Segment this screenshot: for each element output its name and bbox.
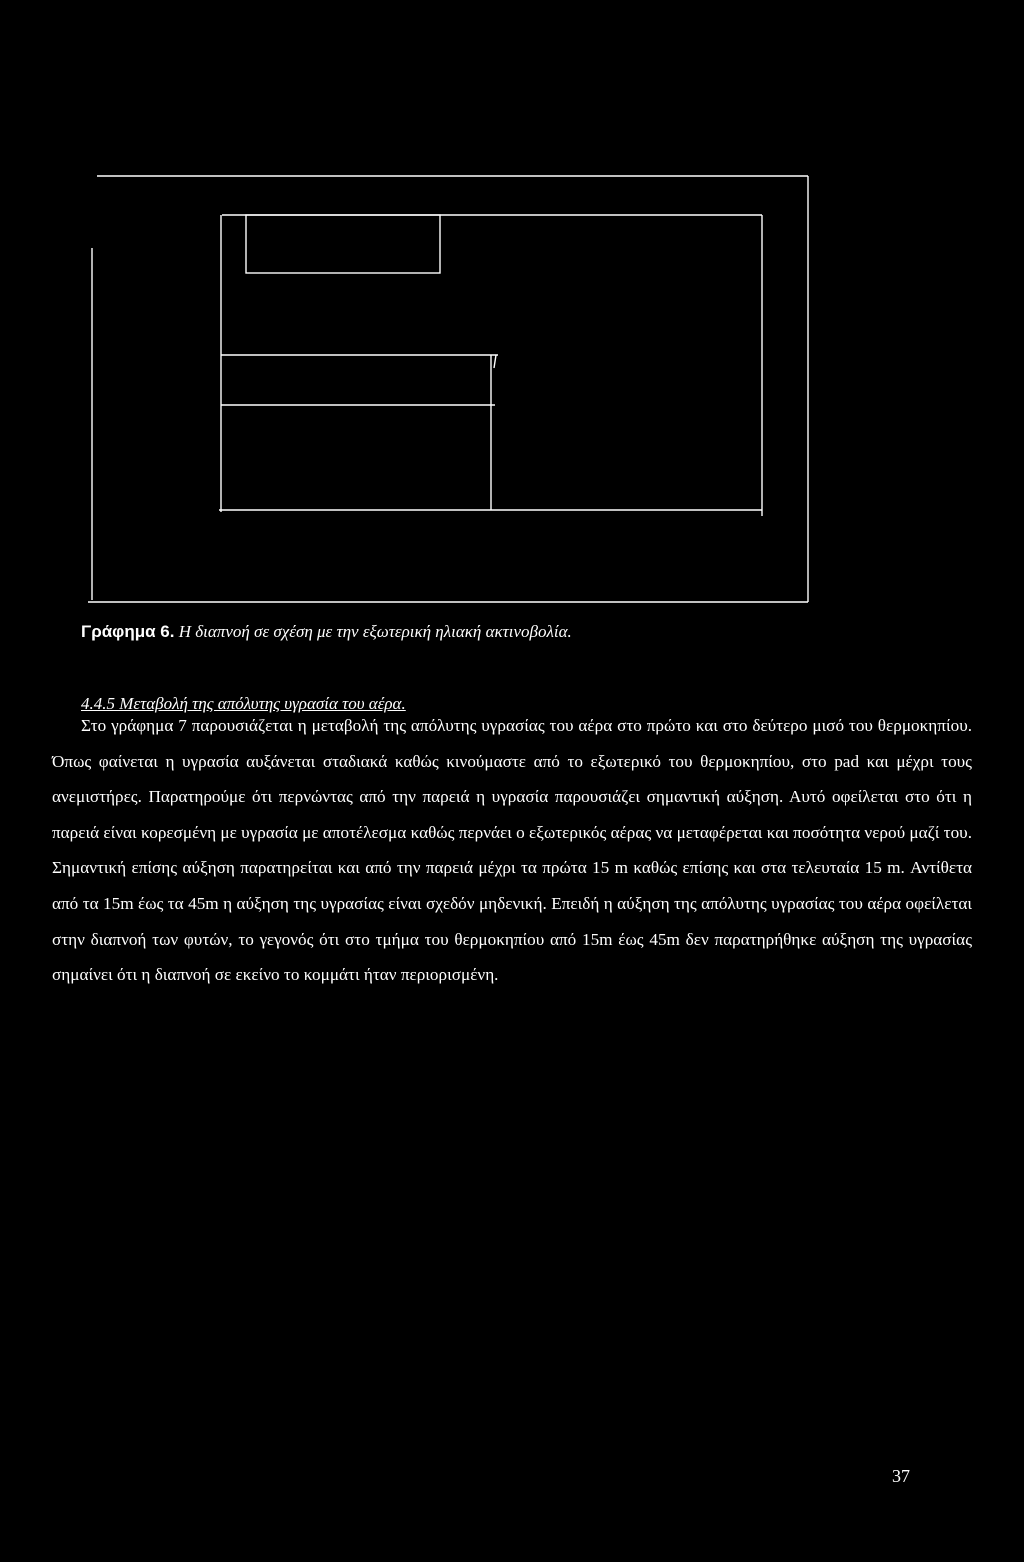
caption-label: Γράφημα 6.: [81, 622, 175, 641]
section-heading: 4.4.5 Μεταβολή της απόλυτης υγρασία του αέρα.: [81, 694, 406, 713]
figure-caption: [81, 620, 572, 644]
chart-frame-lines: [0, 0, 1024, 620]
upper-box: [246, 215, 440, 273]
body-paragraph: Στο γράφημα 7 παρουσιάζεται η μεταβολή της απόλυτης υγρασίας του αέρα στο πρώτο και στο δεύτερο μισό του θερμοκηπίου. Όπως φαίνεται η υγρασία αυξάνεται σταδιακά καθώς κινούμαστε από το εξωτερικό του θερμοκηπίου, στο pad και μέχρι τους ανεμιστήρες. Παρατηρούμε ότι περνώντας από την παρειά η υγρασία παρουσιάζει σημαντική αύξηση. Αυτό οφείλεται στο ότι η παρειά είναι κορεσμένη με υγρασία με αποτέλεσμα καθώς περνάει ο εξωτερικός αέρας να μεταφέρεται και ποσότητα νερού μαζί του. Σημαντική επίσης αύξηση παρατηρείται και από την παρειά μέχρι τα πρώτα 15 m καθώς επίσης και στα τελευταία 15 m. Αντίθετα από τα 15m έως τα 45m η αύξηση της υγρασίας είναι σχεδόν μηδενική. Επειδή η αύξηση της απόλυτης υγρασίας του αέρα οφείλεται στην διαπνοή των φυτών, το γεγονός ότι στο τμήμα του θερμοκηπίου από 15m έως 45m δεν παρατηρήθηκε αύξηση της υγρασίας σημαίνει ότι η διαπνοή σε εκείνο το κομμάτι ήταν περιορισμένη.: [52, 716, 972, 985]
chart-figure: [0, 0, 1024, 620]
caption-text: Η διαπνοή σε σχέση με την εξωτερική ηλιακή ακτινοβολία.: [178, 622, 572, 641]
middle-line-tick: [494, 355, 496, 368]
page-number: 37: [892, 1466, 910, 1486]
